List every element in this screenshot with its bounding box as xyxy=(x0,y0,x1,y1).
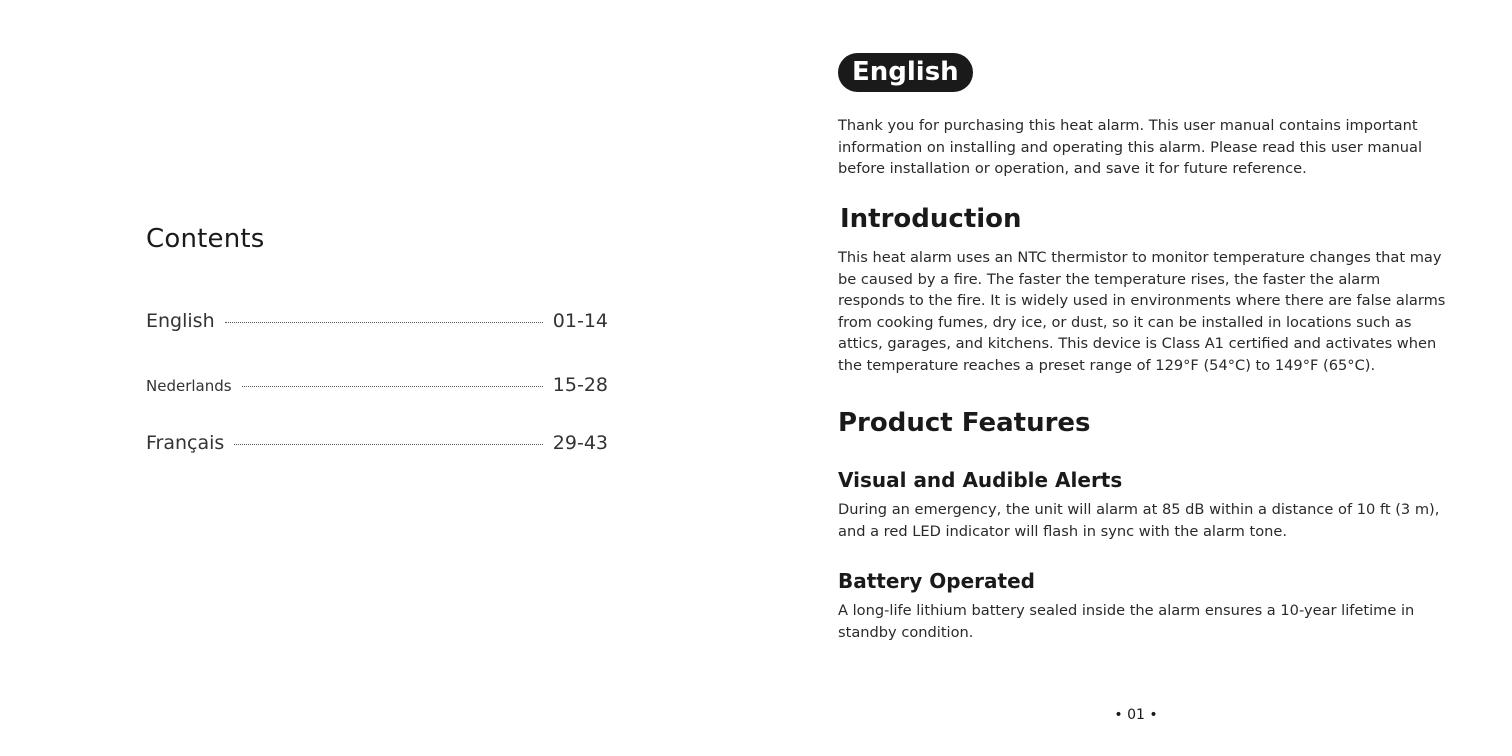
toc-entry-pages: 15-28 xyxy=(552,374,608,396)
toc-entry-pages: 01-14 xyxy=(552,310,608,332)
introduction-heading: Introduction xyxy=(840,204,1022,234)
toc-entry-label: Nederlands xyxy=(146,377,232,395)
toc-dot-leader xyxy=(234,444,542,445)
toc-entry-francais[interactable] xyxy=(146,432,608,454)
page-number: • 01 • xyxy=(1114,707,1158,723)
product-features-heading: Product Features xyxy=(838,408,1091,438)
battery-operated-heading: Battery Operated xyxy=(838,569,1035,593)
visual-audible-alerts-body: During an emergency, the unit will alarm at 85 dB within a distance of 10 ft (3 m), and a red LED indicator will flash in sync with the alarm tone. xyxy=(838,501,1440,540)
contents-title: Contents xyxy=(146,224,265,254)
intro-paragraph: Thank you for purchasing this heat alarm. This user manual contains important information on installing and operating this alarm. Please read this user manual before installation or operation, and save it for future reference. xyxy=(838,117,1423,178)
toc-entry-label: Français xyxy=(146,432,225,454)
introduction-body: This heat alarm uses an NTC thermistor to monitor temperature changes that may be caused by a fire. The faster the temperature rises, the faster the alarm responds to the fire. It is widely used in environments where there are false alarms from cooking fumes, dry ice, or dust, so it can be installed in locations such as attics, garages, and kitchens. This device is Class A1 certified and activates when the temperature reaches a preset range of 129°F (54°C) to 149°F (65°C). xyxy=(838,249,1446,374)
visual-audible-alerts-heading: Visual and Audible Alerts xyxy=(838,468,1123,492)
toc-entry-pages: 29-43 xyxy=(552,432,608,454)
toc-entry-nederlands[interactable] xyxy=(146,374,608,396)
language-badge: English xyxy=(838,53,973,92)
toc-entry-english[interactable] xyxy=(146,310,608,332)
battery-operated-body: A long-life lithium battery sealed inside the alarm ensures a 10-year lifetime in standby condition. xyxy=(838,602,1415,641)
manual-page xyxy=(756,0,1512,756)
toc-dot-leader xyxy=(242,386,543,387)
toc-dot-leader xyxy=(225,322,543,323)
toc-entry-label: English xyxy=(146,310,215,332)
